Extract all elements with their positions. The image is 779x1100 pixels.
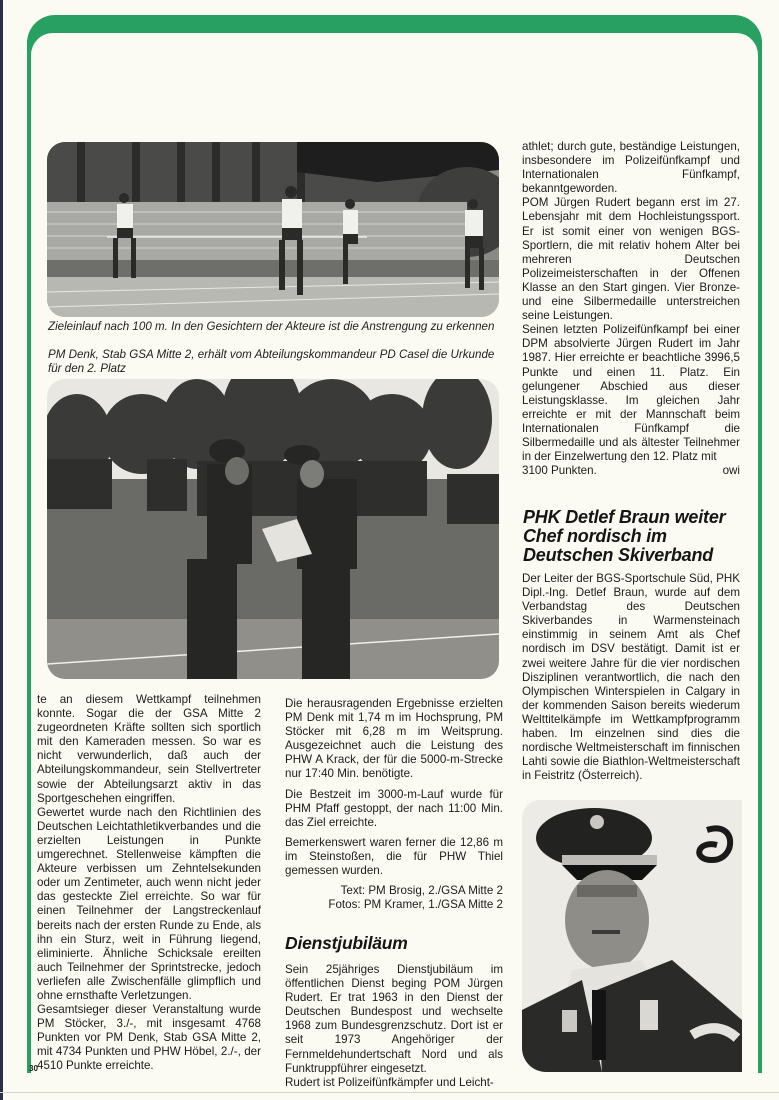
- paragraph: Gewertet wurde nach den Richtlinien des Deutschen Leichtathletikverbandes und die erzielten Leistungen in Punkte umgerechnet. Stellenweise kämpften die Akteure verbissen um Zehntelsekunden oder um Zentimeter, auch wenn nicht jeder das gesteckte Ziel erreichte. So war für einen Teilnehmer der Langstreckenlauf bereits nach der ersten Runde zu Ende, als ihn ein Sturz, weit in Führung liegend, eliminierte. Ähnliche Schicksale ereilten auch Teilnehmer der Sprintstrecke, jedoch verliefen alle Zwischenfälle glimpflich und ohne ernsthafte Verletzungen.: [37, 805, 261, 1002]
- caption-award-photo: PM Denk, Stab GSA Mitte 2, erhält vom Abteilungskommandeur PD Casel die Urkunde für den 2. Platz: [48, 348, 495, 375]
- portrait-photo-image: [522, 800, 742, 1072]
- headline-braun: [523, 508, 753, 565]
- article-jubilee-column-3: [522, 140, 740, 478]
- paragraph: te an diesem Wettkampf teilnehmen konnte. Sogar die der GSA Mitte 2 zugeordneten Kräfte sollten sich sportlich mit den Kameraden messen. So war es nicht verwunderlich, daß auch der Abteilungskommandeur, sein Stellvertreter sowie der Abteilungsarzt aktiv in das Sportgeschehen eingriffen.: [37, 693, 261, 805]
- award-photo-image: [47, 379, 499, 679]
- photo-award-handover: [47, 379, 499, 679]
- paragraph: Bemerkenswert waren ferner die 12,86 m im Steinstoßen, die für PHW Thiel gemessen wurden.: [285, 835, 503, 878]
- author-initials: owi: [722, 464, 740, 478]
- caption-sprint-photo: Zieleinlauf nach 100 m. In den Gesichtern der Akteure ist die Anstrengung zu erkennen: [48, 320, 495, 333]
- paragraph: Rudert ist Polizeifünfkämpfer und Leicht-: [285, 1075, 494, 1089]
- headline-line: Chef nordisch im: [523, 526, 667, 546]
- paragraph: Der Leiter der BGS-Sportschule Süd, PHK Dipl.-Ing. Detlef Braun, wurde auf dem Verbandstag des Deutschen Skiverbandes in Warmensteinach einstimmig in seinem Amt als Chef nordisch im DSV bestätigt. Damit ist er zwei weitere Jahre für die vier nordischen Disziplinen verantwortlich, die nach den Olympischen Winterspielen in Calgary in der kommenden Saison bereits wiederum Welttitelkämpfe im Wettkampfprogramm haben. Im einzelnen sind dies die nordische Weltmeisterschaft im finnischen Lahti sowie die Biathlon-Weltmeisterschaft in Feistritz (Österreich).: [522, 572, 740, 783]
- paragraph: POM Jürgen Rudert begann erst im 27. Lebensjahr mit dem Hochleistungssport. Er ist somit einer von wenigen BGS-Sportlern, die mit relativ hohem Alter bei mehreren Deutschen Polizeimeisterschaften in der Offenen Klasse an den Start gingen. Vier Bronze- und eine Silbermedaille unterstreichen seine Leistungen.: [522, 196, 740, 323]
- page-bottom-edge: [0, 1092, 779, 1093]
- paragraph: Sein 25jähriges Dienstjubiläum im öffentlichen Dienst beging POM Jürgen Rudert. Er trat 1963 in den Dienst der Deutschen Bundespost und wechselte 1968 zum Bundesgrenzschutz. Dort ist er seit 1973 Angehöriger der Fernmeldehundertschaft Nord und als Funktruppführer eingesetzt.: [285, 963, 503, 1075]
- headline-dienstjubilaeum: Dienstjubiläum: [285, 933, 408, 953]
- page-number: 30: [29, 1064, 38, 1073]
- article-braun-body: [522, 572, 740, 783]
- closing-text: 3100 Punkten.: [522, 464, 597, 478]
- headline-line: Deutschen Skiverband: [523, 545, 714, 565]
- scan-edge: [0, 0, 3, 1100]
- sprint-photo-image: [47, 142, 499, 317]
- closing-line: [522, 464, 740, 478]
- credit-photos: Fotos: PM Kramer, 1./GSA Mitte 2: [328, 898, 503, 912]
- headline-line: PHK Detlef Braun weiter: [523, 507, 726, 527]
- page-frame-right-rule: [758, 40, 762, 1073]
- photo-portrait-braun: [522, 800, 742, 1072]
- paragraph: Seinen letzten Polizeifünfkampf bei einer DPM absolvierte Jürgen Rudert im Jahr 1987. Hier erreichte er beachtliche 3996,5 Punkte und einen 11. Platz. Ein gelungener Abschied aus dieser Leistungsklasse. Im gleichen Jahr erreichte er mit der Mannschaft beim Internationalen Fünfkampf die Silbermedaille und als ältester Teilnehmer in der Einzelwertung den 12. Platz mit: [522, 323, 740, 464]
- paragraph: Gesamtsieger dieser Veranstaltung wurde PM Stöcker, 3./-, mit insgesamt 4768 Punkten vor PM Denk, Stab GSA Mitte 2, mit 4734 Punkten und PHW Höbel, 2./-, der 4510 Punkte erreichte.: [37, 1003, 261, 1073]
- paragraph: Die herausragenden Ergebnisse erzielten PM Denk mit 1,74 m im Hochsprung, PM Stöcker mit 6,28 m im Weitsprung. Ausgezeichnet auch die Leistung des PHW A Krack, der für die 5000-m-Strecke nur 17:40 Min. benötigte.: [285, 697, 503, 781]
- credit-text: Text: PM Brosig, 2./GSA Mitte 2: [340, 884, 503, 898]
- paragraph: athlet; durch gute, beständige Leistungen, insbesondere im Polizeifünfkampf und Internationalen Fünfkampf, bekanntgeworden.: [522, 140, 740, 196]
- article-jubilee-column-2: [285, 963, 503, 1090]
- paragraph: Die Bestzeit im 3000-m-Lauf wurde für PHM Pfaff gestoppt, der nach 11:00 Min. das Ziel erreichte.: [285, 787, 503, 829]
- article-sports-column-2: [285, 697, 503, 912]
- photo-sprint-finish: [47, 142, 499, 317]
- article-sports-column-1: [37, 693, 261, 1074]
